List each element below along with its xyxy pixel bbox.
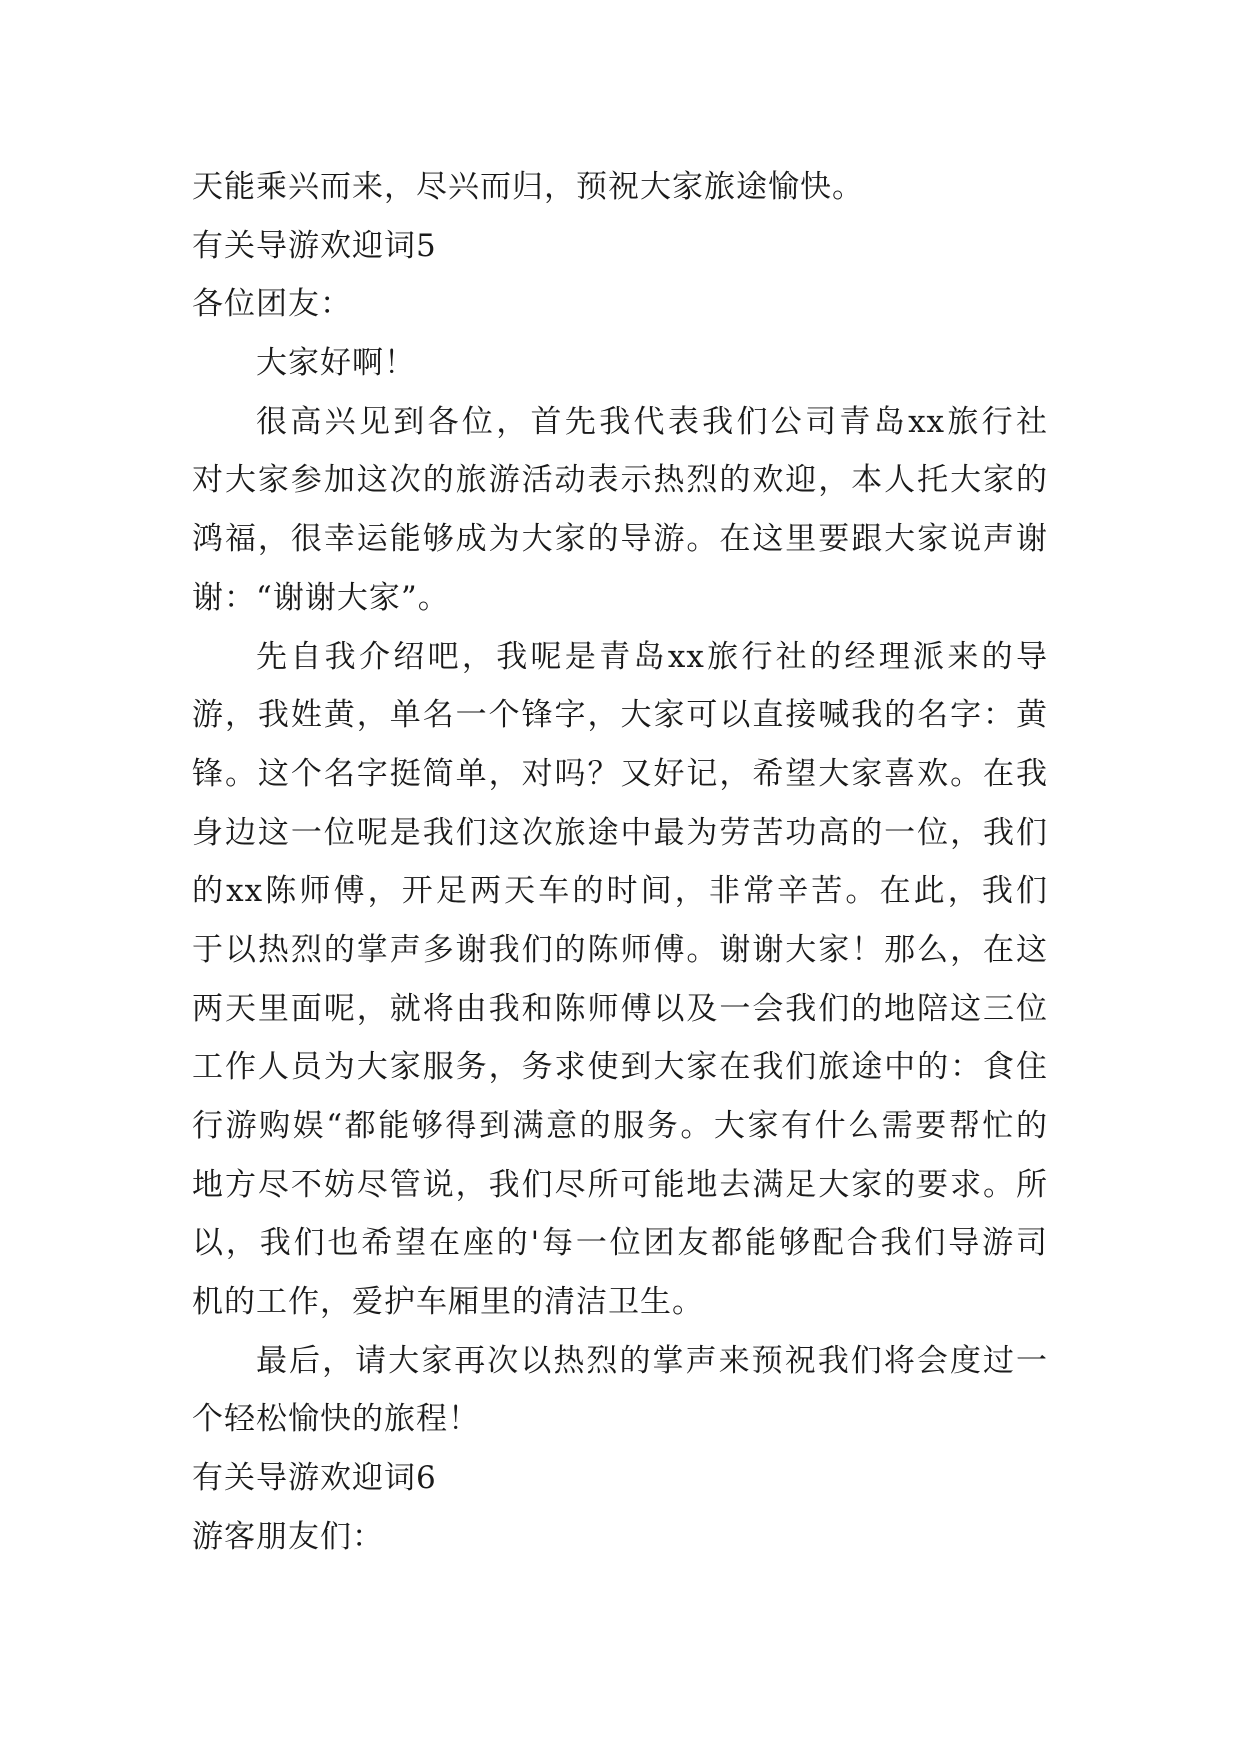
text-line: 以，我们也希望在座的'每一位团友都能够配合我们导游司 <box>192 1225 1048 1262</box>
text-line: 谢：“谢谢大家”。 <box>192 579 450 616</box>
text-line: 天能乘兴而来，尽兴而归，预祝大家旅途愉快。 <box>192 169 864 205</box>
text-line: 很高兴见到各位，首先我代表我们公司青岛xx旅行社 <box>256 403 1048 440</box>
text-line: 先自我介绍吧，我呢是青岛xx旅行社的经理派来的导 <box>256 638 1048 675</box>
text-line: 锋。这个名字挺简单，对吗？又好记，希望大家喜欢。在我 <box>192 755 1048 792</box>
section-heading: 有关导游欢迎词5 <box>192 227 437 264</box>
salutation: 游客朋友们： <box>192 1518 384 1555</box>
text-line: 对大家参加这次的旅游活动表示热烈的欢迎，本人托大家的 <box>192 462 1048 499</box>
text-line: 行游购娱“都能够得到满意的服务。大家有什么需要帮忙的 <box>192 1108 1048 1144</box>
text-line: 鸿福，很幸运能够成为大家的导游。在这里要跟大家说声谢 <box>192 521 1048 558</box>
document-body <box>192 158 1048 1567</box>
greeting: 大家好啊！ <box>256 345 416 382</box>
text-line: 身边这一位呢是我们这次旅途中最为劳苦功高的一位，我们 <box>192 814 1048 851</box>
text-line: 最后，请大家再次以热烈的掌声来预祝我们将会度过一 <box>256 1342 1048 1379</box>
text-line: 两天里面呢，就将由我和陈师傅以及一会我们的地陪这三位 <box>192 990 1048 1027</box>
text-line: 工作人员为大家服务，务求使到大家在我们旅途中的：食住 <box>192 1049 1048 1086</box>
salutation: 各位团友： <box>192 286 352 323</box>
text-line: 机的工作，爱护车厢里的清洁卫生。 <box>192 1284 704 1321</box>
text-line: 地方尽不妨尽管说，我们尽所可能地去满足大家的要求。所 <box>192 1166 1048 1203</box>
text-line: 于以热烈的掌声多谢我们的陈师傅。谢谢大家！那么，在这 <box>192 931 1048 968</box>
section-heading: 有关导游欢迎词6 <box>192 1460 437 1497</box>
text-line: 游，我姓黄，单名一个锋字，大家可以直接喊我的名字：黄 <box>192 697 1048 734</box>
text-line: 的xx陈师傅，开足两天车的时间，非常辛苦。在此，我们 <box>192 873 1048 910</box>
text-line: 个轻松愉快的旅程！ <box>192 1401 480 1438</box>
